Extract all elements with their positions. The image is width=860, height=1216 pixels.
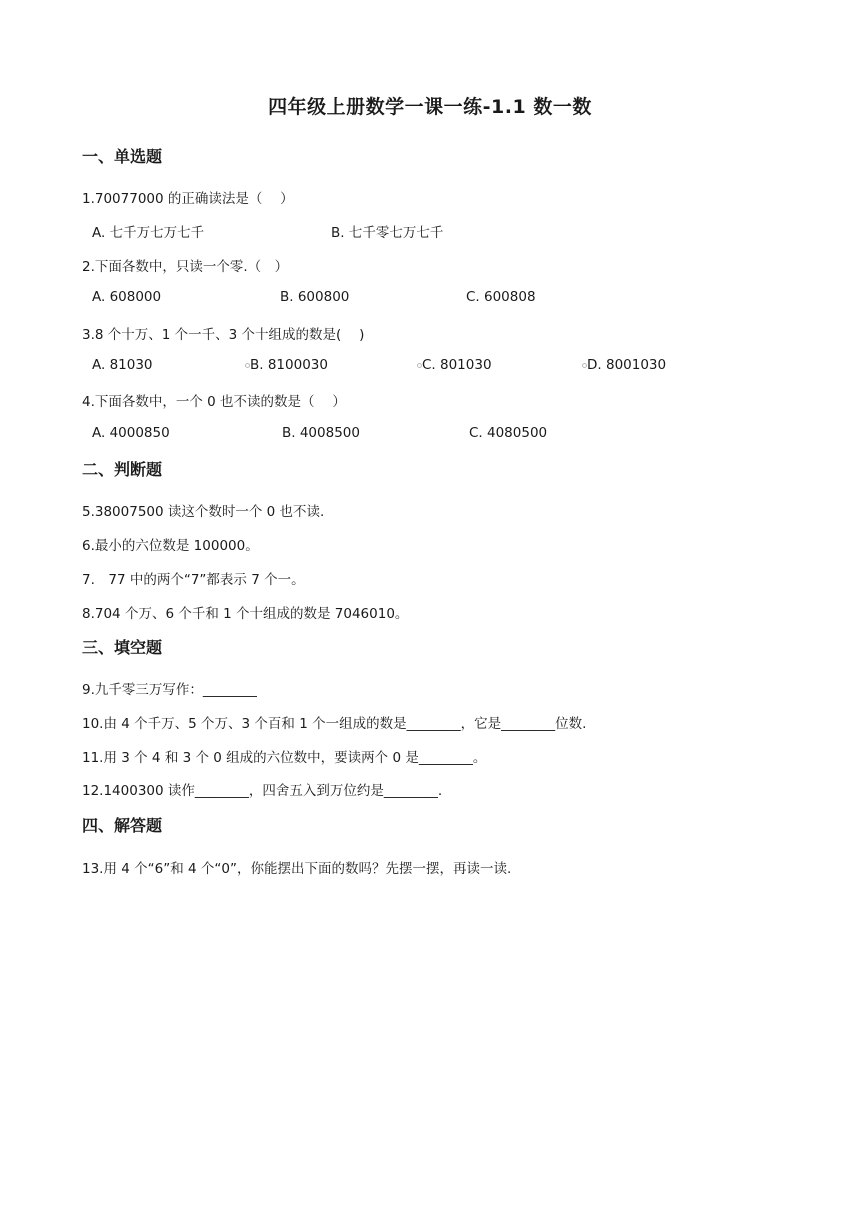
- q4-option-b: B. 4008500: [282, 425, 360, 441]
- section-heading-single-choice: 一、单选题: [82, 147, 163, 166]
- question-8: 8.704 个万、6 个千和 1 个十组成的数是 7046010。: [82, 606, 409, 622]
- question-4: 4.下面各数中，一个 0 也不读的数是（ ）: [82, 394, 346, 410]
- question-12: 12.1400300 读作________，四舍五入到万位约是________.: [82, 783, 443, 799]
- q1-option-a: A. 七千万七万七千: [92, 225, 205, 241]
- question-6: 6.最小的六位数是 100000。: [82, 538, 259, 554]
- question-3: 3.8 个十万、1 个一千、3 个十组成的数是( ): [82, 327, 365, 343]
- question-5: 5.38007500 读这个数时一个 0 也不读.: [82, 504, 325, 520]
- q3-option-c: C. 801030: [422, 357, 492, 373]
- question-11: 11.用 3 个 4 和 3 个 0 组成的六位数中，要读两个 0 是________。: [82, 750, 487, 766]
- q2-option-a: A. 608000: [92, 289, 162, 305]
- question-10: 10.由 4 个千万、5 个万、3 个百和 1 个一组成的数是________，它是________位数.: [82, 716, 587, 732]
- q3-option-b: B. 8100030: [250, 357, 328, 373]
- q4-option-a: A. 4000850: [92, 425, 170, 441]
- section-heading-true-false: 二、判断题: [82, 460, 163, 479]
- question-2: 2.下面各数中，只读一个零.（ ）: [82, 259, 289, 275]
- q4-option-c: C. 4080500: [469, 425, 548, 441]
- q1-option-b: B. 七千零七万七千: [331, 225, 444, 241]
- q3-option-d: D. 8001030: [587, 357, 667, 373]
- section-heading-fill-blank: 三、填空题: [82, 638, 163, 657]
- page-title: 四年级上册数学一课一练-1.1 数一数: [268, 96, 592, 118]
- question-1: 1.70077000 的正确读法是（ ）: [82, 191, 294, 207]
- question-9: 9.九千零三万写作：________: [82, 682, 257, 698]
- section-heading-answer: 四、解答题: [82, 816, 163, 835]
- question-7: 7. 77 中的两个“7”都表示 7 个一。: [82, 572, 305, 588]
- question-13: 13.用 4 个“6”和 4 个“0”，你能摆出下面的数吗？先摆一摆，再读一读.: [82, 861, 512, 877]
- q3-option-a: A. 81030: [92, 357, 153, 373]
- q2-option-b: B. 600800: [280, 289, 350, 305]
- q2-option-c: C. 600808: [466, 289, 536, 305]
